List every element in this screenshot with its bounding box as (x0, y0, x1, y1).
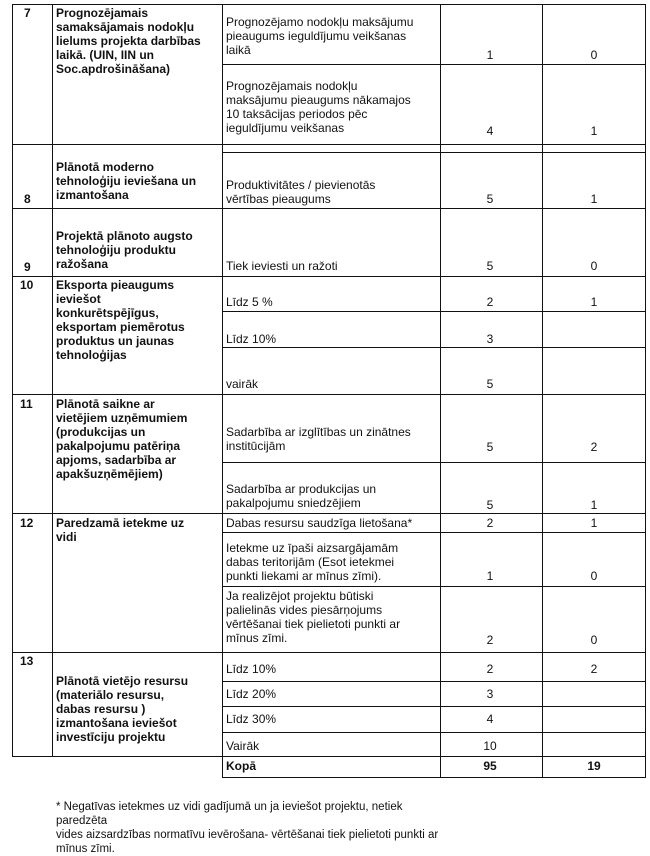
row-11-title-1: Plānotā saikne ar (56, 397, 155, 411)
row-10-item-2-points: 3 (486, 332, 494, 346)
row-7-title-3: lielums projekta darbības (56, 34, 201, 48)
row-13-item-4-line-1: Vairāk (226, 739, 260, 753)
row-7-title-2: samaksājamais nodokļu (56, 20, 195, 34)
row-9-item-1-score: 0 (590, 259, 598, 273)
row-8-item-1-line-2: vērtības pieaugums (226, 192, 331, 206)
row-10-number: 10 (20, 278, 34, 292)
row-7-item-1-line-1: Prognozējamo nodokļu maksājumu (226, 15, 414, 29)
footnote (56, 800, 456, 856)
row-10-item-2-line-1: Līdz 10% (226, 332, 277, 346)
row-13-item-1-score: 2 (590, 662, 598, 676)
footnote-line-1: * Negatīvas ietekmes uz vidi gadījumā un ja ieviešot projektu, netiek paredzēta (56, 801, 403, 827)
row-11-title-6: apakšuzņēmējiem) (56, 467, 163, 481)
row-13-item-1-points: 2 (486, 662, 494, 676)
row-9-title-1: Projektā plānoto augsto (56, 229, 193, 243)
row-9-item-1-points: 5 (486, 259, 494, 273)
total-label: Kopā (226, 759, 256, 773)
footnote-line-2: vides aizsardzības normatīvu ievērošana- vērtēšanai tiek pielietoti punkti ar (56, 829, 439, 841)
row-8-number: 8 (24, 192, 31, 206)
row-13-item-4-points: 10 (483, 739, 497, 753)
row-8-title-3: izmantošana (56, 188, 129, 202)
row-7-item-1-score: 0 (590, 48, 598, 62)
row-11-item-2-score: 1 (590, 498, 598, 512)
row-10-title-4: eksportam piemērotus (56, 320, 185, 334)
row-7-item-2-points: 4 (486, 124, 494, 138)
row-11-item-1-line-2: institūcijām (226, 439, 286, 453)
row-12-item-3-points: 2 (486, 633, 494, 647)
row-8-item-1-line-1: Produktivitātes / pievienotās (226, 178, 376, 192)
row-13-item-2-points: 3 (486, 687, 494, 701)
row-13-title-1: Plānotā vietējo resursu (56, 674, 189, 688)
row-12-item-3-line-4: mīnus zīmi. (226, 631, 288, 645)
row-9-title-2: tehnoloģiju produktu (56, 243, 176, 257)
row-12-title-1: Paredzamā ietekme uz (56, 516, 185, 530)
row-8-item-1-points: 5 (486, 192, 494, 206)
row-12-item-2-points: 1 (486, 569, 494, 583)
row-7-title-1: Prognozējamais (56, 6, 149, 20)
row-13-title-2: (materiālo resursu, (56, 688, 165, 702)
row-11-item-1-line-1: Sadarbība ar izglītības un zinātnes (226, 425, 411, 439)
row-12-number: 12 (20, 516, 34, 530)
row-10-title-6: tehnoloģijas (56, 348, 127, 362)
row-11-item-2-points: 5 (486, 498, 494, 512)
row-10-title-3: konkurētspējīgus, (56, 306, 159, 320)
row-13-item-3-line-1: Līdz 30% (226, 712, 277, 726)
footnote-line-3: mīnus zīmi. (56, 843, 115, 855)
row-12-item-3-line-1: Ja realizējot projektu būtiski (226, 589, 374, 603)
row-12-item-2-line-3: punkti liekami ar mīnus zīmi). (226, 569, 382, 583)
row-11-title-4: pakalpojumu patēriņa (56, 439, 181, 453)
row-12-title-2: vidi (56, 530, 77, 544)
row-7-item-2-line-4: ieguldījumu veikšanas (226, 121, 345, 135)
row-11-item-2-line-2: pakalpojumu sniedzējiem (226, 496, 361, 510)
row-10-item-3-line-1: vairāk (226, 377, 259, 391)
row-8-item-1-score: 1 (590, 192, 598, 206)
row-8-title-2: tehnoloģiju ieviešana un (56, 174, 197, 188)
row-12-item-1-points: 2 (486, 516, 494, 530)
row-10-title-2: ieviešot (56, 292, 101, 306)
row-11-title-3: (produkcijas un (56, 425, 146, 439)
row-7-item-2-score: 1 (590, 124, 598, 138)
row-13-title-3: dabas resursu ) (56, 702, 146, 716)
row-13-title-4: izmantošana ieviešot (56, 716, 177, 730)
row-10-item-1-line-1: Līdz 5 % (226, 295, 273, 309)
row-11-title-2: vietējiem uzņēmumiem (56, 411, 188, 425)
row-9-number: 9 (24, 260, 31, 274)
row-10-title-5: produktus un jaunas (56, 334, 175, 348)
row-12-item-3-score: 0 (590, 633, 598, 647)
row-7-item-2-line-3: 10 taksācijas periodos pēc (226, 107, 368, 121)
row-7-item-1-line-3: laikā (226, 43, 251, 57)
row-12-item-2-line-2: dabas teritorijām (Esot ietekmei (226, 555, 395, 569)
row-7-title-4: laikā. (UIN, IIN un (56, 48, 155, 62)
row-7-item-2-line-2: maksājumu pieaugums nākamajos (226, 93, 411, 107)
row-11-item-1-points: 5 (486, 440, 494, 454)
row-12-item-2-line-1: Ietekme uz īpaši aizsargājamām (226, 541, 399, 555)
row-7-item-2-line-1: Prognozējamais nodokļu (226, 79, 358, 93)
row-11-title-5: apjoms, sadarbība ar (56, 453, 177, 467)
row-10-item-1-score: 1 (590, 295, 598, 309)
row-12-item-2-score: 0 (590, 569, 598, 583)
row-10-item-1-points: 2 (486, 295, 494, 309)
row-12-item-3-line-2: palielinās vides piesārņojums (226, 603, 383, 617)
row-7-item-1-points: 1 (486, 48, 494, 62)
row-13-number: 13 (20, 654, 34, 668)
row-9-title-3: ražošana (56, 257, 109, 271)
row-10-item-3-points: 5 (486, 377, 494, 391)
row-13-item-1-line-1: Līdz 10% (226, 662, 277, 676)
row-13-item-2-line-1: Līdz 20% (226, 687, 277, 701)
row-13-item-3-points: 4 (486, 712, 494, 726)
row-12-item-1-score: 1 (590, 516, 598, 530)
row-7-item-1-line-2: pieaugums ieguldījumu veikšanas (226, 29, 407, 43)
row-11-number: 11 (20, 397, 33, 411)
row-12-item-1-line-1: Dabas resursu saudzīga lietošana* (226, 516, 413, 530)
total-score: 19 (587, 759, 601, 773)
row-13-title-5: investīciju projektu (56, 730, 166, 744)
row-11-item-2-line-1: Sadarbība ar produkcijas un (226, 482, 377, 496)
row-10-title-1: Eksporta pieaugums (56, 278, 175, 292)
row-7-title-5: Soc.apdrošināšana) (56, 62, 171, 76)
row-12-item-3-line-3: vērtēšanai tiek pielietoti punkti ar (226, 617, 401, 631)
row-8-title-1: Plānotā moderno (56, 160, 155, 174)
total-points: 95 (483, 759, 497, 773)
row-9-item-1-line-1: Tiek ieviesti un ražoti (226, 259, 338, 273)
row-11-item-1-score: 2 (590, 440, 598, 454)
row-7-number: 7 (24, 6, 31, 20)
